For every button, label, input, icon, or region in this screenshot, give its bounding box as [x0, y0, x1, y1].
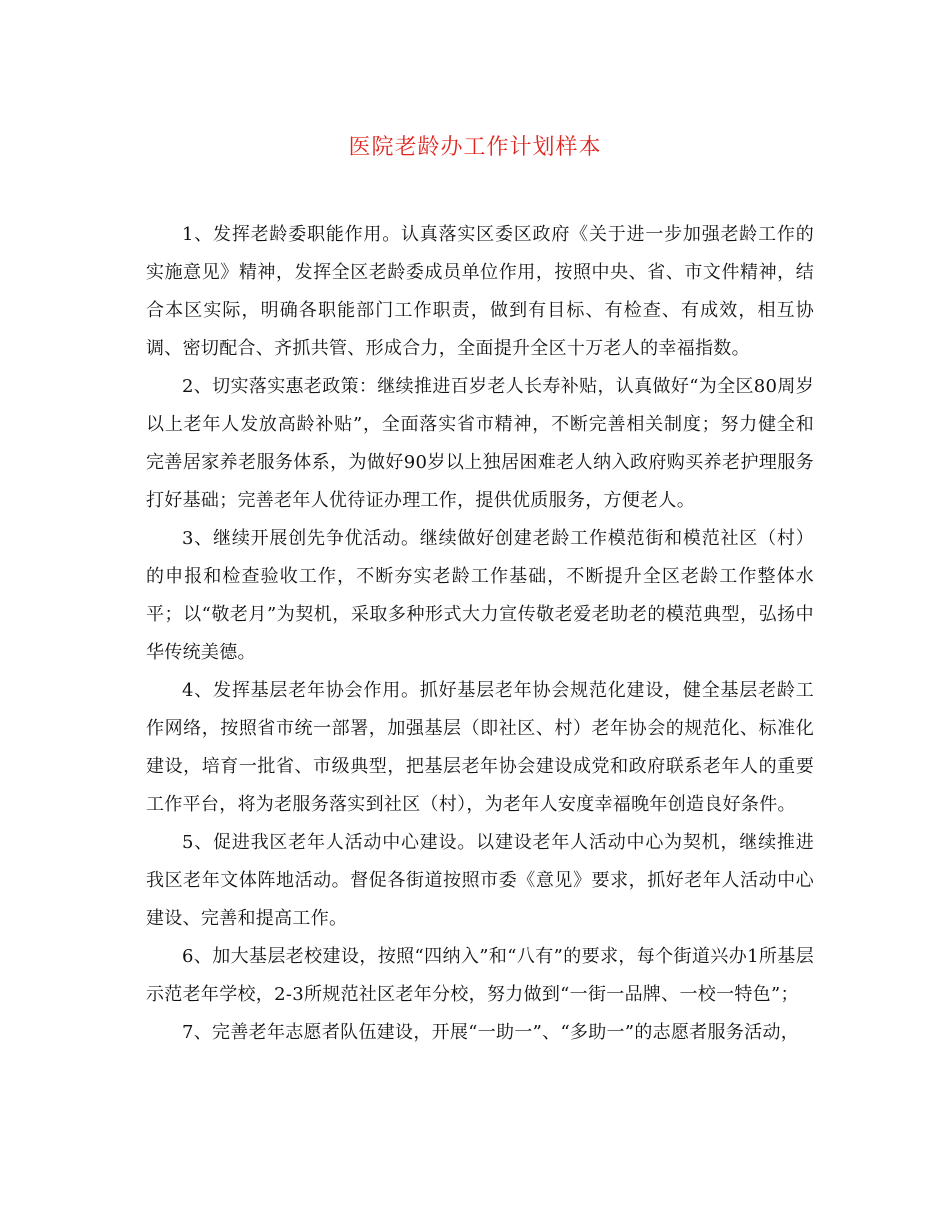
document-body — [146, 216, 814, 1052]
document-title: 医院老龄办工作计划样本 — [348, 135, 602, 160]
paragraph-5: 5、促进我区老年人活动中心建设。以建设老年人活动中心为契机，继续推进我区老年文体阵地活动。督促各街道按照市委《意见》要求，抓好老年人活动中心建设、完善和提高工作。 — [146, 832, 814, 929]
paragraph-3: 3、继续开展创先争优活动。继续做好创建老龄工作模范街和模范社区（村）的申报和检查验收工作，不断夯实老龄工作基础，不断提升全区老龄工作整体水平；以“敬老月”为契机，采取多种形式大力宣传敬老爱老助老的模范典型，弘扬中华传统美德。 — [146, 528, 814, 663]
paragraph-1: 1、发挥老龄委职能作用。认真落实区委区政府《关于进一步加强老龄工作的实施意见》精神，发挥全区老龄委成员单位作用，按照中央、省、市文件精神，结合本区实际，明确各职能部门工作职责，做到有目标、有检查、有成效，相互协调、密切配合、齐抓共管、形成合力，全面提升全区十万老人的幸福指数。 — [146, 224, 814, 359]
paragraph-7: 7、完善老年志愿者队伍建设，开展“一助一”、“多助一”的志愿者服务活动， — [182, 1022, 800, 1043]
paragraph-6: 6、加大基层老校建设，按照“四纳入”和“八有”的要求，每个街道兴办1所基层示范老年学校，2-3所规范社区老年分校，努力做到“一街一品牌、一校一特色”； — [146, 946, 814, 1005]
paragraph-2: 2、切实落实惠老政策：继续推进百岁老人长寿补贴，认真做好“为全区80周岁以上老年人发放高龄补贴”，全面落实省市精神，不断完善相关制度；努力健全和完善居家养老服务体系，为做好90岁以上独居困难老人纳入政府购买养老护理服务打好基础；完善老年人优待证办理工作，提供优质服务，方便老人。 — [146, 376, 814, 511]
paragraph-4: 4、发挥基层老年协会作用。抓好基层老年协会规范化建设，健全基层老龄工作网络，按照省市统一部署，加强基层（即社区、村）老年协会的规范化、标准化建设，培育一批省、市级典型，把基层老年协会建设成党和政府联系老年人的重要工作平台，将为老服务落实到社区（村），为老年人安度幸福晚年创造良好条件。 — [146, 680, 814, 815]
